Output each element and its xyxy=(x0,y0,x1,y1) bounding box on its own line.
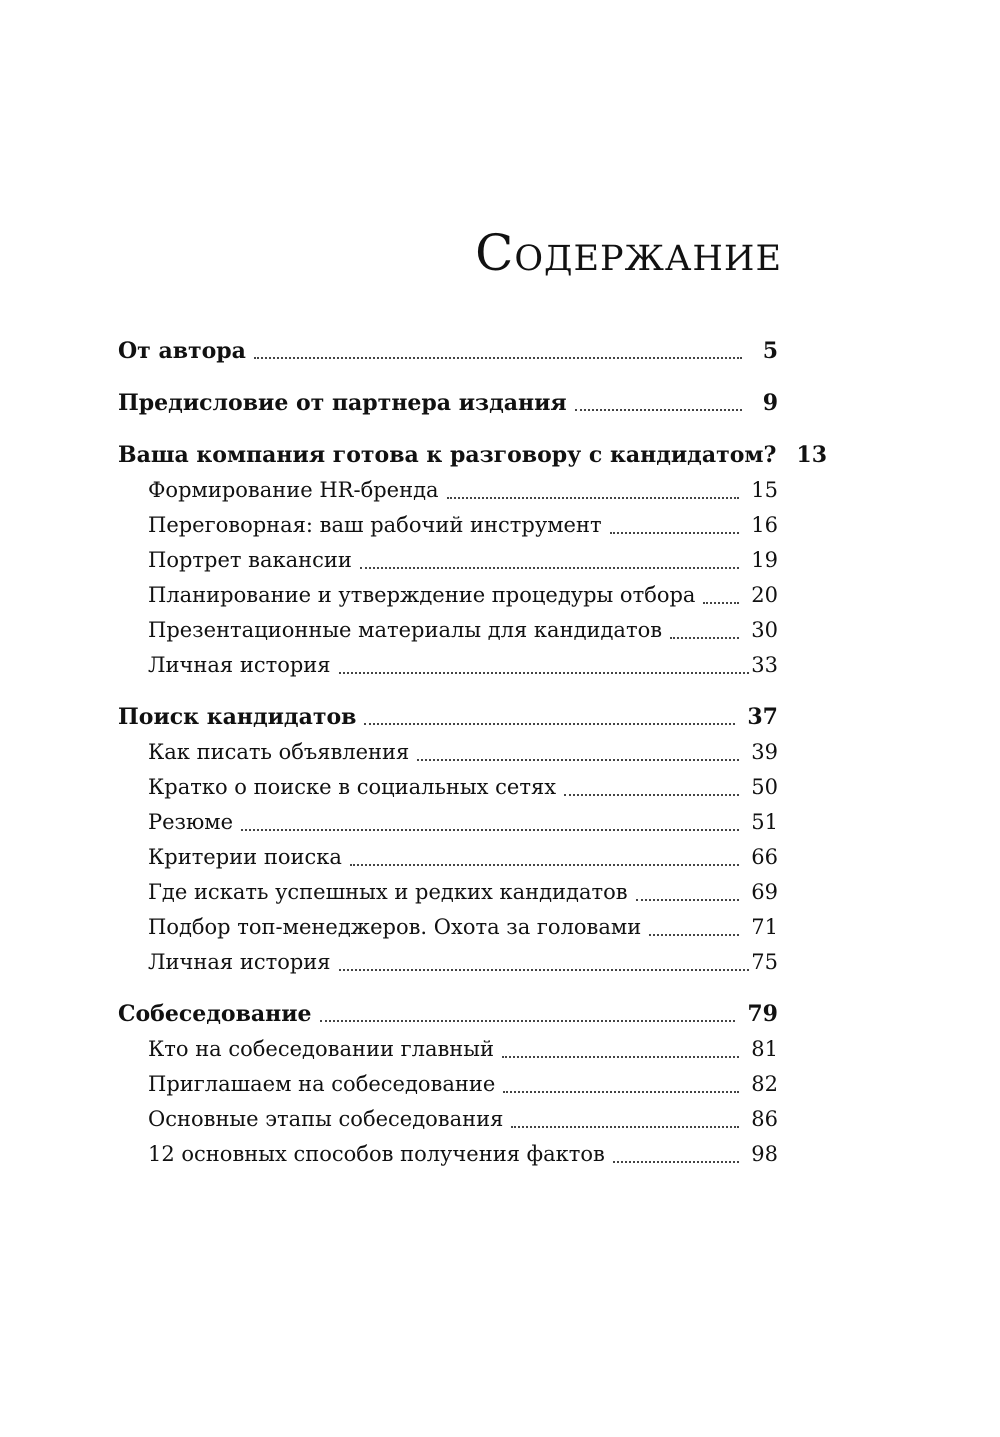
toc-subentry[interactable] xyxy=(118,648,778,683)
dot-leader xyxy=(339,672,750,674)
dot-leader xyxy=(502,1056,739,1058)
toc-subentry-label: Как писать объявления xyxy=(148,740,410,764)
toc-subentry[interactable] xyxy=(118,1102,778,1137)
toc-subentry[interactable] xyxy=(118,543,778,578)
toc-section xyxy=(118,437,828,683)
dot-leader xyxy=(636,899,740,901)
dot-leader xyxy=(703,602,739,604)
toc-subentry-label: Планирование и утверждение процедуры отбора xyxy=(148,583,696,607)
toc-subentry-label: Личная история xyxy=(148,950,331,974)
toc-subentry-label: Резюме xyxy=(148,810,234,834)
toc-subentry-label: Портрет вакансии xyxy=(148,548,352,572)
toc-page-number: 79 xyxy=(747,1001,778,1027)
table-of-contents xyxy=(118,333,828,1188)
toc-subentry-label: Презентационные материалы для кандидатов xyxy=(148,618,663,642)
toc-subentry[interactable] xyxy=(118,840,778,875)
dot-leader xyxy=(241,829,739,831)
toc-subentry[interactable] xyxy=(118,805,778,840)
toc-page-number: 33 xyxy=(751,653,778,677)
dot-leader xyxy=(364,723,735,725)
dot-leader xyxy=(649,934,739,936)
dot-leader xyxy=(447,497,740,499)
toc-page-number: 5 xyxy=(762,338,778,364)
toc-subentry[interactable] xyxy=(118,945,778,980)
toc-subentry[interactable] xyxy=(118,578,778,613)
toc-subentry-label: Где искать успешных и редких кандидатов xyxy=(148,880,628,904)
toc-page-number: 71 xyxy=(751,915,778,939)
toc-page-number: 19 xyxy=(751,548,778,572)
toc-page-number: 86 xyxy=(751,1107,778,1131)
toc-heading-label: Поиск кандидатов xyxy=(118,704,357,730)
toc-subentry-label: Переговорная: ваш рабочий инструмент xyxy=(148,513,602,537)
toc-subentry[interactable] xyxy=(118,508,778,543)
toc-page-number: 75 xyxy=(751,950,778,974)
toc-page-number: 50 xyxy=(751,775,778,799)
toc-page-number: 81 xyxy=(751,1037,778,1061)
dot-leader xyxy=(417,759,739,761)
toc-heading-label: Ваша компания готова к разговору с кандидатом? xyxy=(118,442,777,468)
dot-leader xyxy=(320,1020,736,1022)
dot-leader xyxy=(670,637,739,639)
toc-subentry-label: Основные этапы собеседования xyxy=(148,1107,504,1131)
toc-subentry[interactable] xyxy=(118,473,778,508)
toc-heading-entry[interactable] xyxy=(118,699,778,735)
dot-leader xyxy=(254,357,742,359)
toc-page-number: 15 xyxy=(751,478,778,502)
toc-subentry[interactable] xyxy=(118,735,778,770)
toc-section xyxy=(118,996,778,1172)
toc-subentry[interactable] xyxy=(118,613,778,648)
toc-subentry-label: 12 основных способов получения фактов xyxy=(148,1142,605,1166)
toc-heading-label: Предисловие от партнера издания xyxy=(118,390,567,416)
toc-page-number: 20 xyxy=(751,583,778,607)
toc-section xyxy=(118,385,778,421)
toc-subentry[interactable] xyxy=(118,770,778,805)
toc-page-number: 82 xyxy=(751,1072,778,1096)
dot-leader xyxy=(613,1161,739,1163)
dot-leader xyxy=(575,409,742,411)
toc-page-number: 9 xyxy=(762,390,778,416)
toc-subentry[interactable] xyxy=(118,1032,778,1067)
toc-heading-label: От автора xyxy=(118,338,246,364)
toc-page-number: 51 xyxy=(751,810,778,834)
toc-page-number: 66 xyxy=(751,845,778,869)
toc-subentry[interactable] xyxy=(118,1067,778,1102)
dot-leader xyxy=(360,567,739,569)
toc-subentry-label: Личная история xyxy=(148,653,331,677)
toc-page-number: 39 xyxy=(751,740,778,764)
toc-heading-entry[interactable] xyxy=(118,385,778,421)
toc-heading-entry[interactable] xyxy=(118,333,778,369)
toc-page-number: 69 xyxy=(751,880,778,904)
toc-heading-label: Собеседование xyxy=(118,1001,312,1027)
toc-page-number: 37 xyxy=(747,704,778,730)
dot-leader xyxy=(350,864,739,866)
toc-subentry-label: Формирование HR-бренда xyxy=(148,478,439,502)
toc-page-number: 30 xyxy=(751,618,778,642)
dot-leader xyxy=(503,1091,739,1093)
toc-subentry-label: Кратко о поиске в социальных сетях xyxy=(148,775,557,799)
toc-page-number: 16 xyxy=(751,513,778,537)
toc-heading-entry[interactable] xyxy=(118,437,828,473)
toc-subentry-label: Кто на собеседовании главный xyxy=(148,1037,495,1061)
dot-leader xyxy=(339,969,750,971)
toc-subentry-label: Подбор топ-менеджеров. Охота за головами xyxy=(148,915,642,939)
toc-subentry[interactable] xyxy=(118,1137,778,1172)
toc-subentry[interactable] xyxy=(118,910,778,945)
toc-section xyxy=(118,333,778,369)
dot-leader xyxy=(511,1126,739,1128)
toc-subentry-label: Приглашаем на собеседование xyxy=(148,1072,496,1096)
toc-section xyxy=(118,699,778,980)
toc-subentry[interactable] xyxy=(118,875,778,910)
toc-subentry-label: Критерии поиска xyxy=(148,845,342,869)
toc-page-number: 13 xyxy=(796,442,828,468)
page-title: Содержание xyxy=(475,224,782,282)
dot-leader xyxy=(564,794,739,796)
dot-leader xyxy=(610,532,740,534)
toc-page-number: 98 xyxy=(751,1142,778,1166)
toc-heading-entry[interactable] xyxy=(118,996,778,1032)
